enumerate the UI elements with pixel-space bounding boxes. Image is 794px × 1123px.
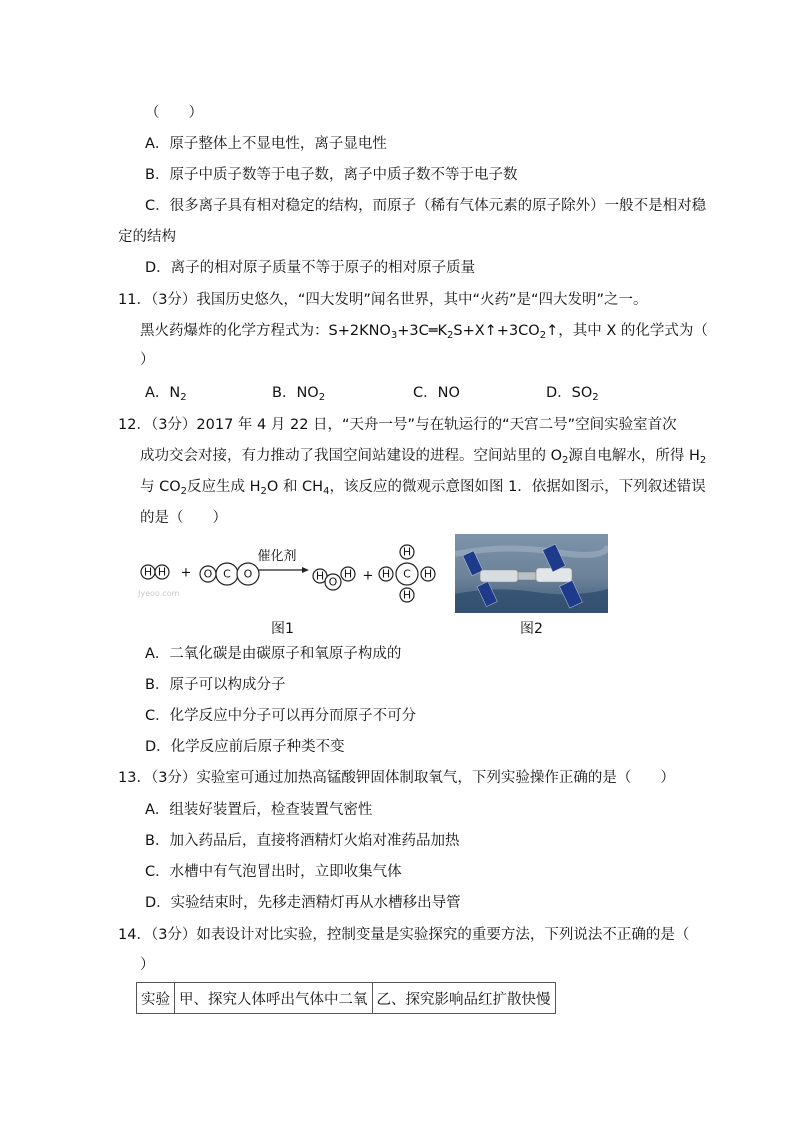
q11-option-d: D．$SO_2$	[546, 385, 599, 403]
q12-stem-line1: 12．（3分）2017 年 4 月 22 日，“天舟一号”与在轨运行的“天宫二号”空间实验室首次	[118, 417, 677, 433]
svg-text:C: C	[403, 567, 411, 581]
reaction-diagram	[132, 538, 442, 608]
q13-option-b: B．加入药品后，直接将酒精灯火焰对准药品加热	[145, 833, 460, 849]
q13-stem: 13．（3分）实验室可通过加热高锰酸钾固体制取氧气，下列实验操作正确的是（ ）	[118, 770, 675, 786]
catalyst-label: 催化剂	[257, 549, 297, 564]
q10-option-b: B．原子中质子数等于电子数，离子中质子数不等于电子数	[145, 167, 518, 183]
q12-stem-line3: 与 $CO_2$反应生成 $H_2O$ 和 $CH_4$，该反应的微观示意图如图 1．依据如图示，下列叙述错误	[140, 479, 706, 497]
q12-stem-line4: 的是（ ）	[140, 510, 227, 526]
q10-option-a: A．原子整体上不显电性，离子显电性	[145, 136, 387, 152]
q11-option-a: A．$N_2$	[145, 385, 187, 403]
watermark: Jyeoo.com	[138, 589, 180, 598]
table-row	[137, 983, 556, 1014]
q13-option-c: C．水槽中有气泡冒出时，立即收集气体	[145, 864, 402, 880]
svg-text:H: H	[423, 567, 433, 581]
svg-text:H: H	[402, 588, 412, 602]
q10-option-c-cont: 定的结构	[118, 229, 176, 245]
svg-text:+: +	[180, 565, 192, 581]
svg-text:H: H	[143, 565, 153, 579]
q12-option-d: D．化学反应前后原子种类不变	[145, 739, 345, 755]
experiment-table	[136, 982, 556, 1014]
q12-option-c: C．化学反应中分子可以再分而原子不可分	[145, 708, 417, 724]
q11-stem-line3: ）	[140, 352, 155, 368]
q13-option-d: D．实验结束时，先移走酒精灯再从水槽移出导管	[145, 895, 461, 911]
svg-text:+: +	[362, 568, 374, 584]
svg-text:C: C	[223, 567, 231, 581]
q11-option-c: C．NO	[413, 385, 460, 401]
svg-text:H: H	[381, 567, 391, 581]
svg-text:H: H	[402, 545, 412, 559]
svg-text:O: O	[203, 567, 213, 581]
figure-2-caption: 图2	[520, 621, 543, 637]
q13-option-a: A．组装好装置后，检查装置气密性	[145, 802, 373, 818]
q10-option-d: D．离子的相对原子质量不等于原子的相对原子质量	[145, 260, 476, 276]
q11-stem-line2: 黑火药爆炸的化学方程式为：$S+2KNO_3+3C═K_2S+X↑+3CO_2↑$，其中 X 的化学式为（	[140, 323, 708, 341]
q12-option-a: A．二氧化碳是由碳原子和氧原子构成的	[145, 646, 402, 662]
q10-option-c: C．很多离子具有相对稳定的结构，而原子（稀有气体元素的原子除外）一般不是相对稳	[145, 198, 707, 214]
q11-option-b: B．$NO_2$	[272, 385, 326, 403]
q11-stem-line1: 11．（3分）我国历史悠久，“四大发明”闻名世界，其中“火药”是“四大发明”之一。	[118, 292, 648, 308]
table-cell: 实验	[137, 983, 175, 1014]
svg-text:H: H	[343, 567, 353, 581]
svg-text:O: O	[328, 575, 338, 589]
figure-1-caption: 图1	[271, 621, 294, 637]
table-cell: 甲、探究人体呼出气体中二氧	[175, 983, 373, 1014]
space-station-image	[455, 534, 608, 613]
q12-stem-line2: 成功交会对接，有力推动了我国空间站建设的进程。空间站里的 $O_2$源自电解水，所得 $H_2$	[140, 448, 707, 466]
q10-paren: （ ）	[145, 105, 203, 121]
q14-stem-line1: 14．（3分）如表设计对比实验，控制变量是实验探究的重要方法，下列说法不正确的是（	[118, 927, 690, 943]
q12-option-b: B．原子可以构成分子	[145, 677, 286, 693]
svg-text:H: H	[157, 565, 167, 579]
q14-stem-line2: ）	[140, 957, 155, 973]
table-cell: 乙、探究影响品红扩散快慢	[372, 983, 555, 1014]
svg-text:H: H	[315, 569, 325, 583]
svg-text:O: O	[243, 567, 253, 581]
